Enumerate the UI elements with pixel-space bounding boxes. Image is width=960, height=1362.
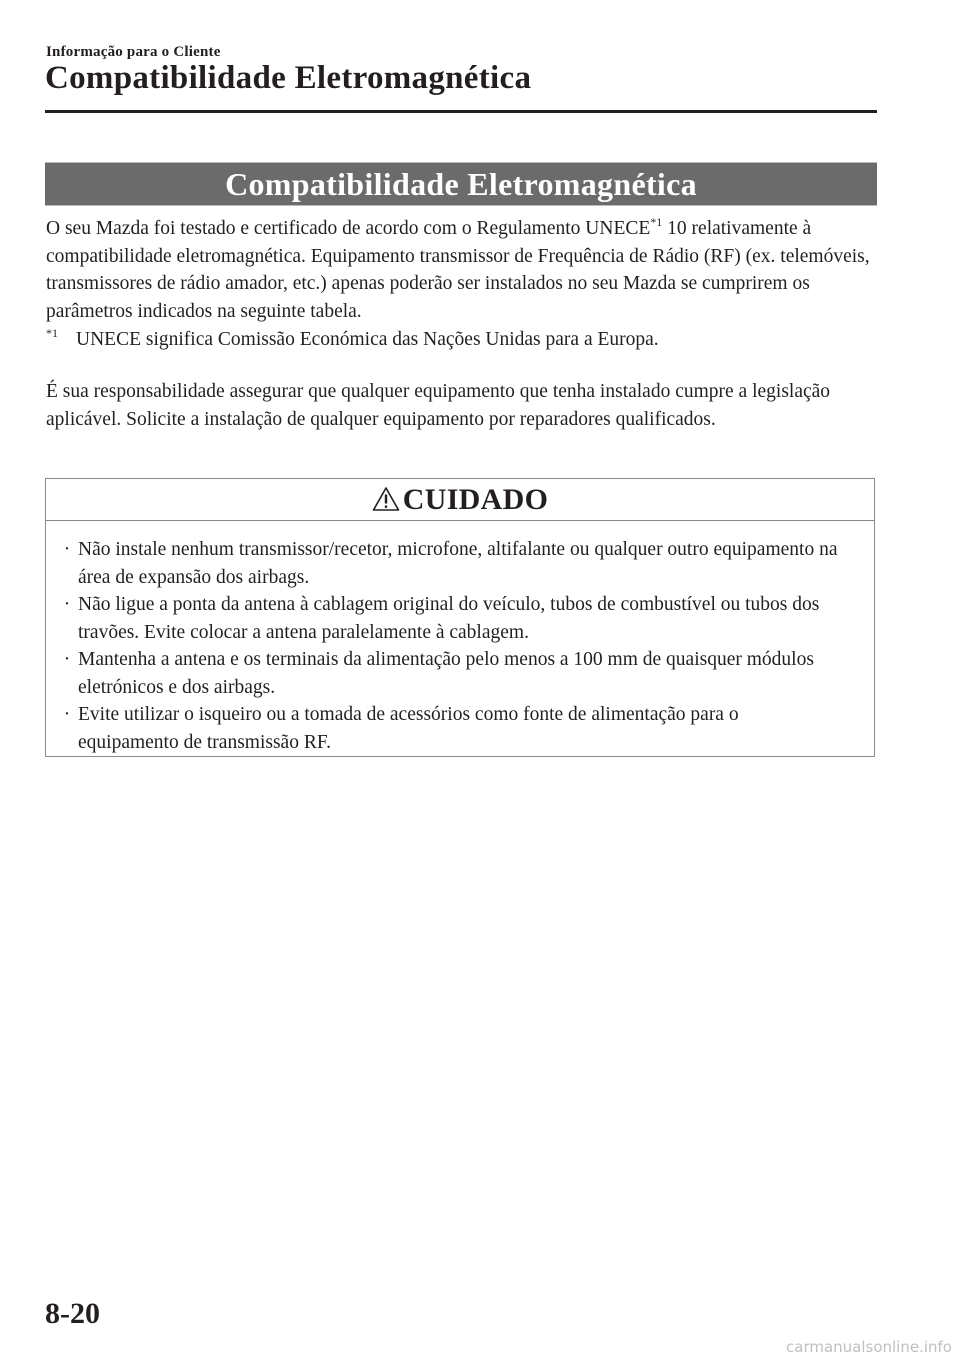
watermark: carmanualsonline.info <box>786 1338 952 1356</box>
footnote-mark: *1 <box>46 326 58 340</box>
caution-item: · Não instale nenhum transmissor/recetor, microfone, altifalante ou qualquer outro equipamento na área de expansão dos airbags. <box>78 536 844 591</box>
section-title-banner: Compatibilidade Eletromagnética <box>45 162 877 206</box>
bullet: · <box>63 539 71 560</box>
page-number: 8-20 <box>45 1297 100 1330</box>
responsibility-paragraph: É sua responsabilidade assegurar que qualquer equipamento que tenha instalado cumpre a legislação aplicável. Solicite a instalação de qualquer equipamento por reparadores qualificados. <box>46 381 831 430</box>
title-divider <box>45 110 877 113</box>
caution-header <box>46 479 874 521</box>
bullet: · <box>63 704 71 725</box>
warning-triangle-icon <box>372 486 400 512</box>
intro-text-end: 10 relativamente à compatibilidade eletromagnética. Equipamento transmissor de Frequência de Rádio (RF) (ex. telemóveis, transmissores de rádio amador, etc.) apenas poderão ser instalados no seu Mazda se cumprirem os parâmetros indicados na seguinte tabela. <box>46 218 870 322</box>
chapter-title: Compatibilidade Eletromagnética <box>45 60 532 96</box>
footnote-reference: *1 <box>650 215 663 229</box>
caution-box <box>45 478 875 757</box>
caution-item: · Mantenha a antena e os terminais da alimentação pelo menos a 100 mm de quaisquer módulos eletrónicos e dos airbags. <box>78 646 844 701</box>
chapter-supertitle: Informação para o Cliente <box>46 44 221 60</box>
caution-item: · Não ligue a ponta da antena à cablagem original do veículo, tubos de combustível ou tubos dos travões. Evite colocar a antena paralelamente à cablagem. <box>78 591 844 646</box>
footnote <box>46 326 876 354</box>
footnote-text: UNECE significa Comissão Económica das Nações Unidas para a Europa. <box>76 329 659 350</box>
intro-paragraph <box>46 215 876 325</box>
caution-item: · Evite utilizar o isqueiro ou a tomada de acessórios como fonte de alimentação para o equipamento de transmissão RF. <box>78 701 844 756</box>
caution-title: CUIDADO <box>402 482 549 516</box>
bullet: · <box>63 594 71 615</box>
caution-list <box>46 521 874 756</box>
bullet: · <box>63 649 71 670</box>
intro-text-start: O seu Mazda foi testado e certificado de acordo com o Regulamento UNECE <box>46 218 651 239</box>
